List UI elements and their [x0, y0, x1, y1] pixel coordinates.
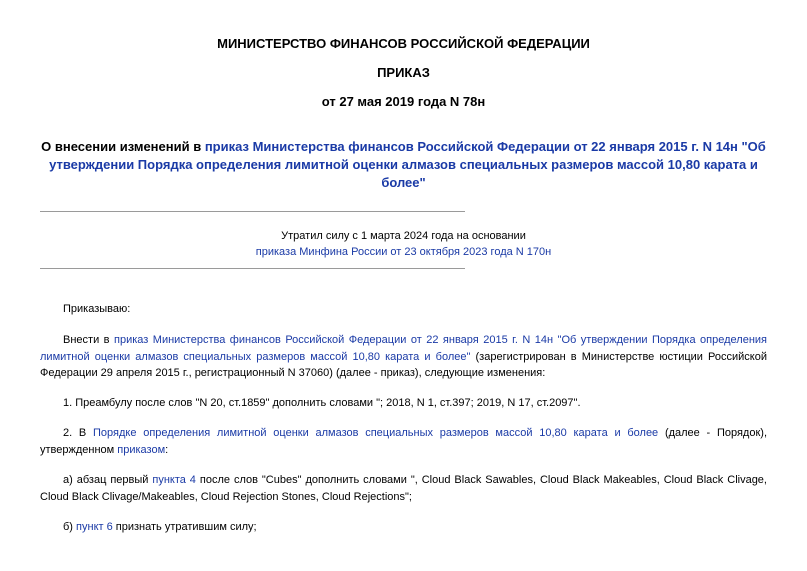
title-prefix: О внесении изменений в	[41, 139, 205, 154]
p5-point4-link[interactable]: пункта 4	[152, 474, 196, 486]
doc-date-heading: от 27 мая 2019 года N 78н	[321, 94, 486, 109]
paragraph-order: Приказываю:	[63, 303, 131, 315]
paragraph-item-1: 1. Преамбулу после слов "N 20, ст.1859" дополнить словами "; 2018, N 1, ст.397; 2019, N 17, ст.2097".	[63, 397, 581, 409]
p6-prefix: б)	[63, 521, 77, 533]
p4-suffix: :	[165, 443, 169, 456]
p4-mid: (далее - Порядок), утвержденном	[40, 427, 767, 456]
p2-prefix: Внести в	[63, 334, 114, 346]
repealing-order-link[interactable]: приказа Минфина России от 23 октября 2023 года N 170н	[255, 246, 552, 258]
p6-suffix: признать утратившим силу;	[112, 521, 257, 533]
paragraph-item-2	[40, 425, 767, 458]
divider-bottom	[40, 268, 465, 269]
title-amended-order-link[interactable]: приказ Министерства финансов Российской Федерации от 22 января 2015 г. N 14н "Об утверждении Порядка определения лимитной оценки алмазов специальных размеров массой 10,80 карата и более"	[49, 139, 766, 190]
paragraph-item-a	[40, 472, 767, 505]
doc-type-heading: ПРИКАЗ	[377, 65, 430, 80]
p4-prefix: 2. В	[63, 427, 94, 439]
divider-top	[40, 211, 465, 212]
paragraph-item-b	[40, 519, 767, 536]
p6-point6-link[interactable]: пункт 6	[76, 521, 113, 533]
document-title	[40, 138, 767, 192]
p2-suffix: (зарегистрирован в Министерстве юстиции Российской Федерации 29 апреля 2015 г., регистрационный N 37060) (далее - приказ), следующие изменения:	[40, 350, 767, 379]
p2-order-link[interactable]: приказ Министерства финансов Российской Федерации от 22 января 2015 г. N 14н "Об утверждении Порядка определения лимитной оценки алмазов специальных размеров массой 10,80 карата и более"	[40, 334, 767, 363]
p5-prefix: а) абзац первый	[63, 474, 153, 486]
p4-procedure-link[interactable]: Порядке определения лимитной оценки алмазов специальных размеров массой 10,80 карата и более	[93, 427, 659, 439]
p5-suffix: после слов "Cubes" дополнить словами ", Cloud Black Sawables, Cloud Black Makeables, Cloud Black Clivage, Cloud Black Clivage/Makeables, Cloud Rejection Stones, Cloud Rejections";	[40, 474, 767, 503]
p4-order-link[interactable]: приказом	[117, 443, 166, 456]
paragraph-amend	[40, 332, 767, 382]
status-note-line1: Утратил силу с 1 марта 2024 года на основании	[281, 230, 526, 242]
status-note-line2	[0, 244, 807, 260]
ministry-heading: МИНИСТЕРСТВО ФИНАНСОВ РОССИЙСКОЙ ФЕДЕРАЦИИ	[217, 36, 590, 51]
